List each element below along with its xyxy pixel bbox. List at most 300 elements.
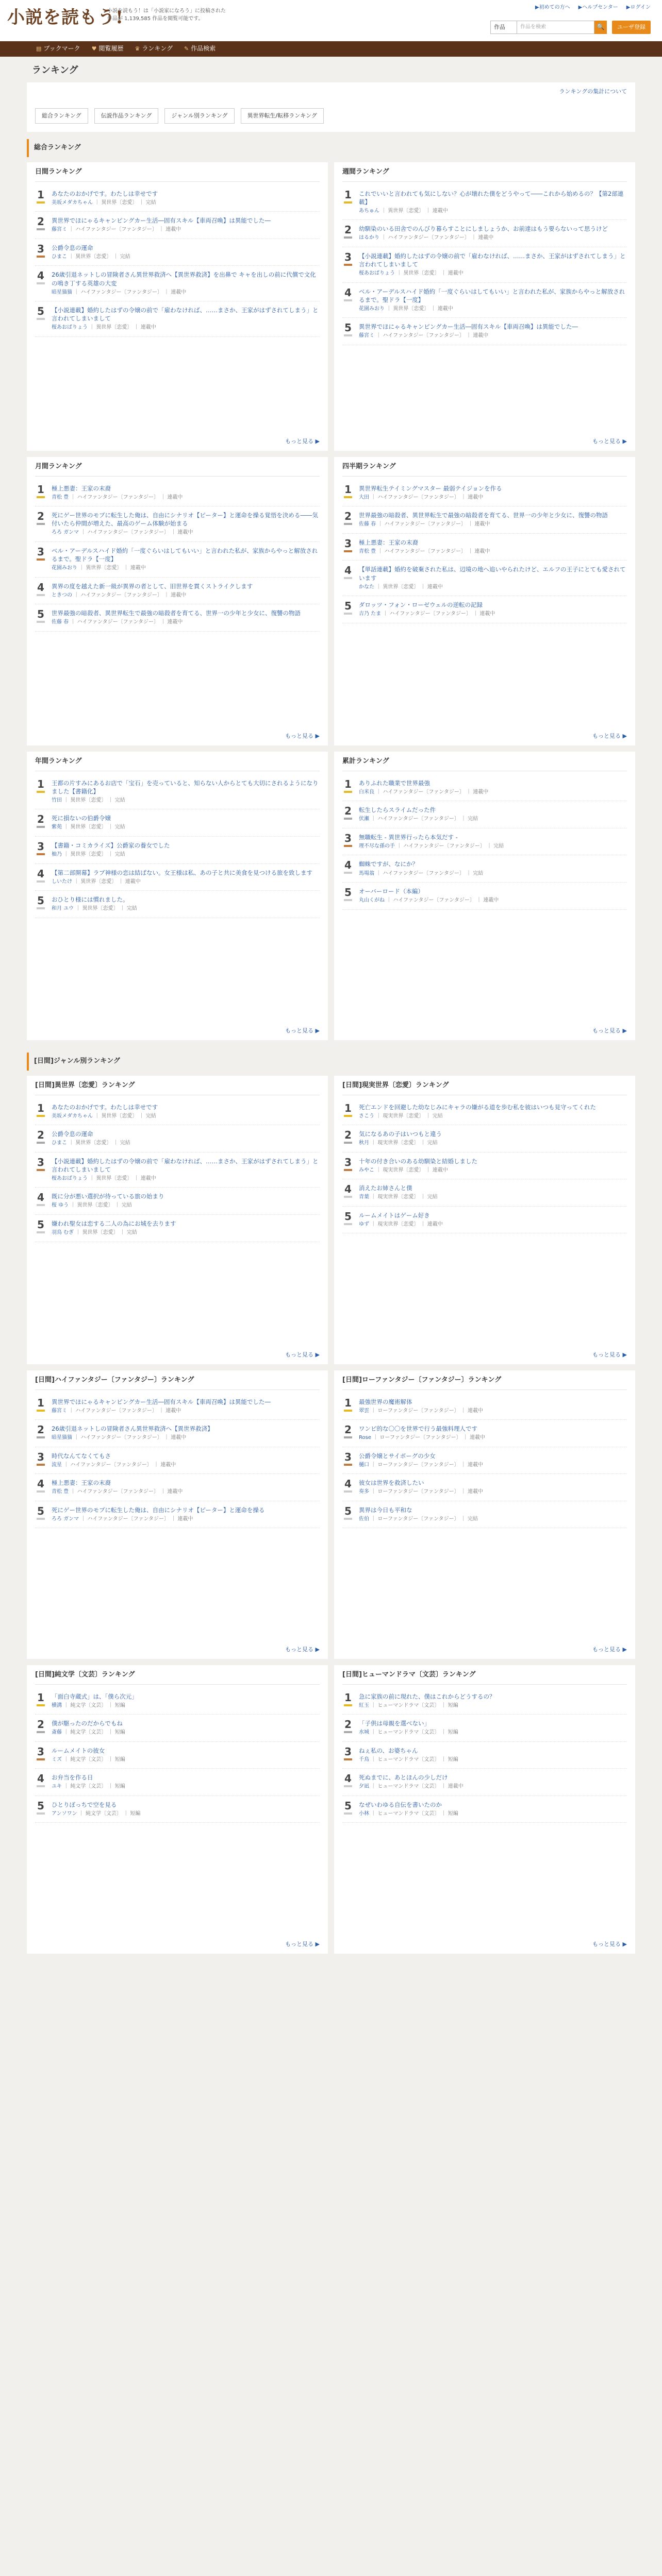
- nav-history[interactable]: [92, 44, 124, 53]
- author-link[interactable]: 夕凪: [359, 1784, 369, 1790]
- author-link[interactable]: みやこ: [359, 1167, 374, 1173]
- author-link[interactable]: 流星: [52, 1462, 62, 1468]
- author-link[interactable]: アンソワン: [52, 1810, 77, 1817]
- tagline-line-2: 作品が 1,139,585 作品を閲覧可能です。: [107, 16, 204, 22]
- author-link[interactable]: あちゅん: [359, 208, 379, 214]
- ranking-box-title: [日間]ハイファンタジー〔ファンタジー〕ランキング: [35, 1376, 320, 1390]
- author-link[interactable]: 千鳥: [359, 1756, 369, 1762]
- more-link[interactable]: もっと見る ▶: [285, 437, 320, 445]
- rank-number: 2: [37, 1129, 44, 1142]
- novel-title-link[interactable]: なぜいわゆる自伝を書いたのか: [359, 1801, 442, 1808]
- genre-label: ローファンタジー〔ファンタジー〕: [377, 1408, 459, 1414]
- novel-title-link[interactable]: 異界の度を越えた新一級が異界の者として、旧世界を貫くストライクします: [52, 582, 253, 590]
- status-label: 完結: [145, 1113, 156, 1119]
- rank-badge: [342, 1130, 354, 1147]
- rank-bar: [344, 201, 352, 204]
- novel-title-link[interactable]: ベル・アーデルスハイド婚約「一度ぐらいはしてもいい」と言われた私が、家族からやっと解放されるまで。聖ドラ【一度】: [359, 287, 625, 303]
- novel-title-link[interactable]: 消えたお姉さんと僕: [359, 1184, 412, 1192]
- ranking-item: [342, 1715, 627, 1742]
- link-login[interactable]: ▶ログイン: [626, 5, 651, 10]
- author-link[interactable]: 青松 豊: [359, 548, 376, 554]
- author-link[interactable]: ゆず: [359, 1221, 369, 1227]
- novel-title-link[interactable]: 公爵令息の運命: [52, 244, 93, 251]
- genre-label: ハイファンタジー〔ファンタジー〕: [403, 843, 485, 849]
- genre-label: ローファンタジー〔ファンタジー〕: [377, 1489, 459, 1495]
- author-link[interactable]: 藤宮ミ: [359, 333, 374, 339]
- novel-title-link[interactable]: 死に損ないの伯爵令嬢: [52, 815, 111, 822]
- genre-label: 異世界〔恋愛〕: [77, 1202, 113, 1209]
- novel-title-link[interactable]: 極上悪妻：王家の末裔: [359, 538, 418, 546]
- rank-bar: [37, 1785, 45, 1787]
- novel-title-link[interactable]: 【書籍・コミカライズ】公爵家の養女でした: [52, 841, 170, 849]
- nav-label: ブックマーク: [43, 45, 80, 53]
- rank-badge: [35, 841, 46, 859]
- author-link[interactable]: しいたけ: [52, 878, 72, 885]
- novel-title-link[interactable]: 幼馴染のいる田舎でのんびり暮らすことにしましょうか、お前達はもう要らないって思うけど: [359, 225, 608, 233]
- author-link[interactable]: 水城: [359, 1730, 369, 1736]
- novel-meta: 夕凪 ｜ ヒューマンドラマ〔文芸〕 ｜ 連載中: [359, 1784, 464, 1790]
- novel-title-link[interactable]: 死ぬまでに、あとほんの少しだけ: [359, 1774, 448, 1782]
- more-link[interactable]: もっと見る ▶: [592, 1351, 627, 1358]
- rank-bar: [37, 853, 45, 855]
- author-link[interactable]: かなた: [359, 584, 374, 590]
- status-label: 連載中: [468, 1462, 484, 1468]
- author-link[interactable]: ミズ: [52, 1756, 62, 1762]
- novel-title-link[interactable]: 「面白寺蔵式」は、「僕ら次元」: [52, 1692, 138, 1700]
- rank-number: 4: [37, 1478, 44, 1490]
- novel-title-link[interactable]: 26歳引退ネットしの冒険者さん異世界救済へ【異世界救済】: [52, 1425, 213, 1433]
- ranking-item: [342, 883, 627, 910]
- novel-title-link[interactable]: ダロッツ・フォン・ローゼウェルの逆転の記録: [359, 601, 483, 609]
- novel-title-link[interactable]: ルームメイトはゲーム好き: [359, 1211, 430, 1219]
- novel-title-link[interactable]: ルームメイトの彼女: [52, 1747, 105, 1754]
- more-link[interactable]: もっと見る ▶: [285, 732, 320, 739]
- author-link[interactable]: 佐伯: [359, 1516, 369, 1522]
- rank-badge: [342, 1773, 354, 1791]
- novel-title-link[interactable]: 【小説連載】婚約したはずの令嬢の前で「雇わなければ、……まさか、王家がはずされてしまう」と言われてしまいまして: [359, 252, 626, 268]
- novel-title-link[interactable]: 急に家族の前に現れた、僕はこれからどうするの？: [359, 1692, 495, 1700]
- status-label: 完結: [493, 843, 504, 849]
- author-link[interactable]: 白米良: [359, 789, 374, 795]
- status-label: 連載中: [432, 208, 448, 214]
- ranking-item: [35, 1215, 320, 1242]
- rank-number: 3: [344, 1450, 352, 1463]
- site-logo[interactable]: 小説を読もう!: [7, 7, 124, 28]
- rank-number: 4: [37, 269, 44, 282]
- novel-meta: 馬場翁 ｜ ハイファンタジー〔ファンタジー〕 ｜ 完結: [359, 870, 484, 876]
- novel-title-link[interactable]: 彼女は世界を救済したい: [359, 1479, 424, 1487]
- rank-badge: [342, 601, 354, 618]
- status-label: 連載中: [468, 1489, 484, 1495]
- novel-title-link[interactable]: ベル・アーデルスハイド婚約「一度ぐらいはしてもいい」と言われた私が、家族からやっと解放されるまで。聖ドラ【一度】: [52, 547, 318, 563]
- novel-title-link[interactable]: オーバーロード（本編）: [359, 888, 424, 895]
- rank-number: 4: [344, 1772, 352, 1785]
- ranking-box: [27, 1370, 328, 1659]
- ranking-box-title: [日間]現実世界〔恋愛〕ランキング: [342, 1081, 627, 1095]
- novel-meta: 花園みおり ｜ 異世界〔恋愛〕 ｜ 連載中: [359, 306, 453, 312]
- rank-badge: [35, 1452, 46, 1469]
- novel-title-link[interactable]: ありふれた職業で世界最強: [359, 779, 430, 787]
- novel-title-link[interactable]: あなたのおかげです。わたしは幸せです: [52, 1103, 158, 1111]
- novel-title-link[interactable]: 異世界転生テイミングマスター 最弱テイジョンを作る: [359, 484, 502, 492]
- novel-title-link[interactable]: これでいいと言われても気にしない？心が壊れた僕をどうやって――これから始めるの？【第2部連載】: [359, 190, 624, 206]
- author-link[interactable]: 美坂メダカちゃん: [52, 1113, 93, 1119]
- novel-title-link[interactable]: 【単話連載】婚約を破棄された私は、辺境の地へ追いやられたけど、エルフの王子にとても愛されています: [359, 566, 626, 582]
- rank-bar: [344, 334, 352, 336]
- ranking-item: [35, 1715, 320, 1742]
- rank-badge: [35, 895, 46, 913]
- author-link[interactable]: 和月 ユウ: [52, 906, 74, 912]
- novel-meta: 竹田 ｜ 異世界〔恋愛〕 ｜ 完結: [52, 797, 125, 803]
- author-link[interactable]: 吉乃 たま: [359, 611, 382, 617]
- novel-title-link[interactable]: 最強世界の魔術解体: [359, 1398, 412, 1405]
- item-body: [359, 601, 627, 618]
- novel-title-link[interactable]: 死にゲー世界のモブに転生した俺は、自由にシナリオ【ピーター】と運命を操る覚悟を決める――気付いたら仲間が増えた、最高のゲーム体験が始まる: [52, 512, 318, 528]
- author-link[interactable]: 桜あおばりょう: [52, 1175, 88, 1181]
- rank-badge: [35, 270, 46, 296]
- novel-title-link[interactable]: 死にゲー世界のモブに転生した俺は、自由にシナリオ【ピーター】と運命を操る: [52, 1506, 265, 1514]
- rank-badge: [35, 511, 46, 537]
- more-link[interactable]: もっと見る ▶: [285, 1940, 320, 1947]
- ranking-item: [342, 1796, 627, 1823]
- rank-bar: [344, 1169, 352, 1171]
- item-body: [52, 582, 320, 600]
- author-link[interactable]: 紫苑: [52, 824, 62, 831]
- ranking-item: [35, 212, 320, 239]
- item-body: [359, 887, 627, 905]
- genre-label: 現実世界〔恋愛〕: [377, 1221, 419, 1227]
- novel-title-link[interactable]: お弁当を作る日: [52, 1774, 93, 1782]
- novel-title-link[interactable]: 【小説連載】婚約したはずの令嬢の前で「雇わなければ、……まさか、王家がはずされてしまう」と言われてしまいまして: [52, 307, 319, 323]
- novel-title-link[interactable]: 僕が駆ったのだからでもね: [52, 1720, 123, 1727]
- status-label: 完結: [114, 852, 125, 858]
- ranking-item: [35, 1393, 320, 1420]
- rank-number: 4: [344, 859, 352, 872]
- ranking-list: [342, 480, 627, 623]
- rank-bar: [37, 1758, 45, 1760]
- rank-number: 4: [344, 1478, 352, 1490]
- ranking-item: [35, 837, 320, 864]
- novel-title-link[interactable]: 時代なんてなくてもさ: [52, 1452, 111, 1460]
- rank-badge: [35, 582, 46, 600]
- item-body: [359, 779, 627, 796]
- search-type-select[interactable]: 作品: [490, 21, 517, 34]
- rank-number: 5: [344, 1504, 352, 1517]
- novel-meta: 暗星猫猫 ｜ ハイファンタジー〔ファンタジー〕 ｜ 連載中: [52, 1435, 187, 1441]
- novel-meta: 翠雲 ｜ ローファンタジー〔ファンタジー〕 ｜ 連載中: [359, 1408, 484, 1414]
- ranking-notice-link[interactable]: ランキングの集計について: [559, 88, 627, 95]
- novel-title-link[interactable]: 転生したらスライムだった件: [359, 806, 436, 814]
- item-body: [359, 1747, 627, 1764]
- novel-meta: 佐藤 春 ｜ ハイファンタジー〔ファンタジー〕 ｜ 連載中: [359, 521, 490, 528]
- novel-title-link[interactable]: 公爵令息の運命: [52, 1130, 93, 1138]
- ranking-box: [334, 1076, 635, 1364]
- novel-title-link[interactable]: おひとり様には慣れました。: [52, 896, 129, 904]
- item-body: [52, 1479, 320, 1496]
- overall-ranking-grid: [27, 162, 635, 1040]
- author-link[interactable]: 青松 豊: [52, 494, 69, 500]
- author-link[interactable]: ときつの: [52, 592, 72, 598]
- genre-label: 異世界〔恋愛〕: [82, 906, 119, 912]
- item-body: [52, 1219, 320, 1237]
- link-help-center[interactable]: ▶ヘルプセンター: [578, 5, 618, 10]
- rank-number: 2: [344, 1718, 352, 1731]
- author-link[interactable]: 美坂メダカちゃん: [52, 199, 93, 206]
- author-link[interactable]: 青葉: [359, 1194, 369, 1200]
- author-link[interactable]: ひまこ: [52, 253, 67, 260]
- author-link[interactable]: 横溝: [52, 1702, 62, 1708]
- rank-number: 2: [344, 1129, 352, 1142]
- ranking-item: [35, 1474, 320, 1501]
- search-icon[interactable]: 🔍: [594, 21, 607, 34]
- site-header: [0, 0, 662, 41]
- novel-title-link[interactable]: 蜘蛛ですが、なにか？: [359, 860, 418, 868]
- ranking-box-title: 累計ランキング: [342, 757, 627, 771]
- rank-number: 2: [37, 1423, 44, 1436]
- nav-bookmark[interactable]: [36, 44, 80, 53]
- novel-title-link[interactable]: ねぇ私の、お婆ちゃん: [359, 1747, 418, 1754]
- author-link[interactable]: Rose: [359, 1435, 371, 1441]
- author-link[interactable]: ひまこ: [52, 1140, 67, 1146]
- author-link[interactable]: 藤宮ミ: [52, 227, 67, 233]
- author-link[interactable]: 青松 豊: [52, 1489, 69, 1495]
- ranking-tabs-box: [27, 82, 635, 132]
- author-link[interactable]: 藤宮ミ: [52, 1408, 67, 1414]
- more-link[interactable]: もっと見る ▶: [592, 1940, 627, 1947]
- ranking-item: [35, 1769, 320, 1796]
- author-link[interactable]: 樋口: [359, 1462, 369, 1468]
- status-label: 短編: [114, 1756, 125, 1762]
- author-link[interactable]: 佐藤 春: [359, 521, 376, 528]
- novel-title-link[interactable]: 十年の付き合いのある幼馴染と結婚しました: [359, 1157, 477, 1165]
- author-link[interactable]: ろろ ガンマ: [52, 1516, 79, 1522]
- tab-overall[interactable]: 総合ランキング: [35, 108, 88, 124]
- novel-meta: 花園みおり ｜ 異世界〔恋愛〕 ｜ 連載中: [52, 565, 146, 571]
- more-link[interactable]: もっと見る ▶: [592, 732, 627, 739]
- rank-badge: [342, 779, 354, 796]
- author-link[interactable]: 柚乃: [52, 852, 62, 858]
- more-link[interactable]: もっと見る ▶: [285, 1351, 320, 1358]
- search-area: [490, 21, 651, 34]
- author-link[interactable]: 花園みおり: [359, 306, 385, 312]
- rank-bar: [344, 1115, 352, 1117]
- nav-label: ランキング: [142, 45, 173, 53]
- rank-number: 5: [37, 894, 44, 907]
- novel-title-link[interactable]: あなたのおかげです。わたしは幸せです: [52, 190, 158, 197]
- ranking-box-title: 日間ランキング: [35, 167, 320, 182]
- ranking-item: [342, 596, 627, 623]
- author-link[interactable]: 暗星猫猫: [52, 1435, 72, 1441]
- novel-title-link[interactable]: 極上悪妻：王家の末裔: [52, 484, 111, 492]
- author-link[interactable]: 紅玉: [359, 1702, 369, 1708]
- author-link[interactable]: 斎藤: [52, 1730, 62, 1736]
- ranking-box-title: [日間]純文学〔文芸〕ランキング: [35, 1670, 320, 1685]
- item-body: [359, 190, 627, 215]
- status-label: 完結: [468, 1516, 478, 1522]
- ranking-item: [35, 809, 320, 837]
- item-body: [52, 547, 320, 572]
- rank-number: 3: [344, 1156, 352, 1168]
- rank-badge: [342, 190, 354, 215]
- author-link[interactable]: はるかり: [359, 235, 379, 241]
- search-input[interactable]: 作品を検索: [517, 21, 594, 34]
- more-link[interactable]: もっと見る ▶: [592, 437, 627, 445]
- status-label: 連載中: [432, 1167, 448, 1173]
- more-link[interactable]: もっと見る ▶: [285, 1646, 320, 1653]
- bookmark-icon: ▤: [36, 45, 42, 53]
- author-link[interactable]: さこう: [359, 1113, 374, 1119]
- novel-meta: 流星 ｜ ハイファンタジー〔ファンタジー〕 ｜ 連載中: [52, 1462, 176, 1468]
- genre-label: 純文学〔文芸〕: [85, 1810, 122, 1817]
- status-label: 連載中: [167, 494, 183, 500]
- rank-number: 3: [37, 1745, 44, 1758]
- author-link[interactable]: 伏瀬: [359, 816, 369, 822]
- novel-title-link[interactable]: 無職転生 - 異世界行ったら本気だす -: [359, 833, 458, 841]
- nav-search[interactable]: [184, 44, 216, 53]
- rank-number: 2: [37, 1718, 44, 1731]
- author-link[interactable]: ユキ: [52, 1784, 62, 1790]
- novel-title-link[interactable]: 気になるあの子はいつもと違う: [359, 1130, 442, 1138]
- novel-title-link[interactable]: 王都の片すみにあるお店で「宝石」を売っていると、知らない人からとても大切にされるようになりました【書籍化】: [52, 779, 319, 795]
- status-label: 連載中: [448, 270, 464, 277]
- ranking-item: [35, 1501, 320, 1529]
- novel-title-link[interactable]: 極上悪妻：王家の末裔: [52, 1479, 111, 1487]
- rank-bar: [344, 872, 352, 874]
- genre-label: ハイファンタジー〔ファンタジー〕: [384, 521, 467, 528]
- more-link[interactable]: もっと見る ▶: [592, 1027, 627, 1034]
- author-link[interactable]: 理不尽な孫の手: [359, 843, 395, 849]
- rank-badge: [35, 1479, 46, 1496]
- ranking-item: [342, 247, 627, 283]
- ranking-list: [35, 480, 320, 632]
- novel-title-link[interactable]: 嫌われ聖女は恋する二人の為にお城を去ります: [52, 1219, 176, 1227]
- author-link[interactable]: 佐藤 春: [52, 619, 69, 625]
- item-body: [359, 511, 627, 529]
- author-link[interactable]: 奏多: [359, 1489, 369, 1495]
- novel-meta: 大田 ｜ ハイファンタジー〔ファンタジー〕 ｜ 連載中: [359, 494, 484, 500]
- more-link[interactable]: もっと見る ▶: [285, 1027, 320, 1034]
- author-link[interactable]: 桜あおばりょう: [52, 325, 88, 331]
- ranking-item: [342, 1179, 627, 1207]
- ranking-item: [35, 185, 320, 212]
- status-label: 完結: [432, 1113, 443, 1119]
- item-body: [359, 1479, 627, 1496]
- novel-title-link[interactable]: 【小説連載】婚約したはずの令嬢の前で「雇わなければ、……まさか、王家がはずされてしまう」と言われてしまいまして: [52, 1157, 319, 1173]
- novel-title-link[interactable]: 【第二部開幕】ラブ神様の恋は結ばない。女王様は私、あの子と共に美食を見つける旅を致します: [52, 869, 312, 876]
- rank-bar: [344, 845, 352, 847]
- status-label: 完結: [114, 797, 125, 803]
- ranking-item: [35, 506, 320, 542]
- novel-meta: 丸山くがね ｜ ハイファンタジー〔ファンタジー〕 ｜ 連載中: [359, 897, 499, 904]
- novel-title-link[interactable]: 異界は今日も平和な: [359, 1506, 412, 1514]
- item-body: [52, 306, 320, 332]
- rank-number: 1: [344, 188, 352, 201]
- tab-genre[interactable]: ジャンル別ランキング: [164, 108, 234, 124]
- novel-title-link[interactable]: ワンピ的な〇〇を世界で行う最強料理人です: [359, 1425, 477, 1433]
- ranking-item: [342, 855, 627, 883]
- author-link[interactable]: ろろ ガンマ: [52, 530, 79, 536]
- novel-meta: 小林 ｜ ヒューマンドラマ〔文芸〕 ｜ 短編: [359, 1810, 458, 1817]
- rank-bar: [37, 201, 45, 204]
- genre-label: 異世界〔恋愛〕: [75, 253, 112, 260]
- ranking-item: [35, 542, 320, 578]
- novel-title-link[interactable]: 世界最強の暗殺者、異世界転生で最強の暗殺者を育てる、世界一の少年と少女に、復讐の物語: [359, 512, 608, 519]
- author-link[interactable]: 秋月: [359, 1140, 369, 1146]
- item-body: [359, 1211, 627, 1229]
- author-link[interactable]: 桜あおばりょう: [359, 270, 395, 277]
- novel-title-link[interactable]: 異世界でほにゃるキャンピングカー生活―固有スキル【車両召喚】は異能でした―: [359, 323, 578, 331]
- genre-label: 現実世界〔恋愛〕: [377, 1194, 419, 1200]
- rank-bar: [37, 1464, 45, 1466]
- genre-label: 純文学〔文芸〕: [70, 1784, 107, 1790]
- author-link[interactable]: 小林: [359, 1810, 369, 1817]
- novel-title-link[interactable]: 「子供は母親を選べない」: [359, 1720, 430, 1727]
- novel-title-link[interactable]: 世界最強の暗殺者、異世界転生で最強の暗殺者を育てる、世界一の少年と少女に、復讐の物語: [52, 609, 301, 617]
- link-first-time[interactable]: ▶初めての方へ: [535, 5, 570, 10]
- novel-meta: 藤宮ミ ｜ ハイファンタジー〔ファンタジー〕 ｜ 連載中: [359, 333, 489, 339]
- author-link[interactable]: 羽鳥 むぎ: [52, 1230, 74, 1236]
- author-link[interactable]: 大田: [359, 494, 369, 500]
- author-link[interactable]: 竹田: [52, 797, 62, 803]
- ranking-list: [35, 1393, 320, 1529]
- ranking-item: [342, 534, 627, 561]
- ranking-item: [35, 774, 320, 810]
- item-body: [359, 806, 627, 823]
- author-link[interactable]: 暗星猫猫: [52, 289, 72, 295]
- novel-title-link[interactable]: 公爵令嬢とサイボーグの少女: [359, 1452, 436, 1460]
- author-link[interactable]: 馬場翁: [359, 870, 374, 876]
- ranking-item: [342, 318, 627, 345]
- author-link[interactable]: 花園みおり: [52, 565, 77, 571]
- ranking-item: [342, 1207, 627, 1234]
- nav-label: 作品検索: [191, 45, 216, 53]
- ranking-item: [342, 185, 627, 221]
- ranking-box: [27, 1665, 328, 1954]
- novel-title-link[interactable]: 死亡エンドを回避した幼なじみにキャラの嫌がる道を歩む私を彼はいつも見守ってくれた: [359, 1103, 596, 1111]
- rank-number: 5: [344, 321, 352, 334]
- author-link[interactable]: 桜 ゆう: [52, 1202, 69, 1209]
- novel-title-link[interactable]: ひとりぼっちで空を見る: [52, 1801, 117, 1808]
- tab-isekai[interactable]: 異世界転生/転移ランキング: [241, 108, 324, 124]
- author-link[interactable]: 翠雲: [359, 1408, 369, 1414]
- ranking-item: [35, 1742, 320, 1769]
- more-link[interactable]: もっと見る ▶: [592, 1646, 627, 1653]
- ranking-tabs: [35, 108, 627, 124]
- novel-title-link[interactable]: 26歳引退ネットしの冒険者さん異世界救済へ【異世界救済】を出鼻で キャを出しの前に代償で文化の鳴き丁する英雄の大変: [52, 271, 316, 287]
- novel-title-link[interactable]: 既に分が悪い選択が待っている旅の始まり: [52, 1193, 164, 1200]
- ranking-item: [342, 1125, 627, 1153]
- status-label: 連載中: [470, 1435, 486, 1441]
- ranking-item: [35, 1447, 320, 1475]
- tagline-line-1: 小説を読もう！は「小説家になろう」に投稿された: [107, 8, 226, 14]
- novel-meta: ゆず ｜ 現実世界〔恋愛〕 ｜ 連載中: [359, 1221, 443, 1227]
- rank-bar: [37, 523, 45, 525]
- nav-ranking[interactable]: [135, 44, 173, 53]
- rank-number: 3: [344, 1745, 352, 1758]
- item-body: [52, 895, 320, 913]
- novel-title-link[interactable]: 異世界でほにゃるキャンピングカー生活―固有スキル【車両召喚】は異能でした―: [52, 1398, 271, 1405]
- ranking-item: [35, 864, 320, 891]
- novel-title-link[interactable]: 異世界でほにゃるキャンピングカー生活―固有スキル【車両召喚】は異能でした―: [52, 217, 271, 225]
- rank-number: 4: [344, 564, 352, 577]
- user-register-button[interactable]: ユーザ登録: [612, 21, 651, 34]
- tab-legend[interactable]: 伝説作品ランキング: [94, 108, 159, 124]
- site-tagline: [107, 7, 226, 23]
- novel-meta: 奏多 ｜ ローファンタジー〔ファンタジー〕 ｜ 連載中: [359, 1489, 484, 1495]
- genre-label: ハイファンタジー〔ファンタジー〕: [80, 592, 162, 598]
- novel-meta: 斎藤 ｜ 純文学〔文芸〕 ｜ 短編: [52, 1730, 125, 1736]
- author-link[interactable]: 丸山くがね: [359, 897, 385, 904]
